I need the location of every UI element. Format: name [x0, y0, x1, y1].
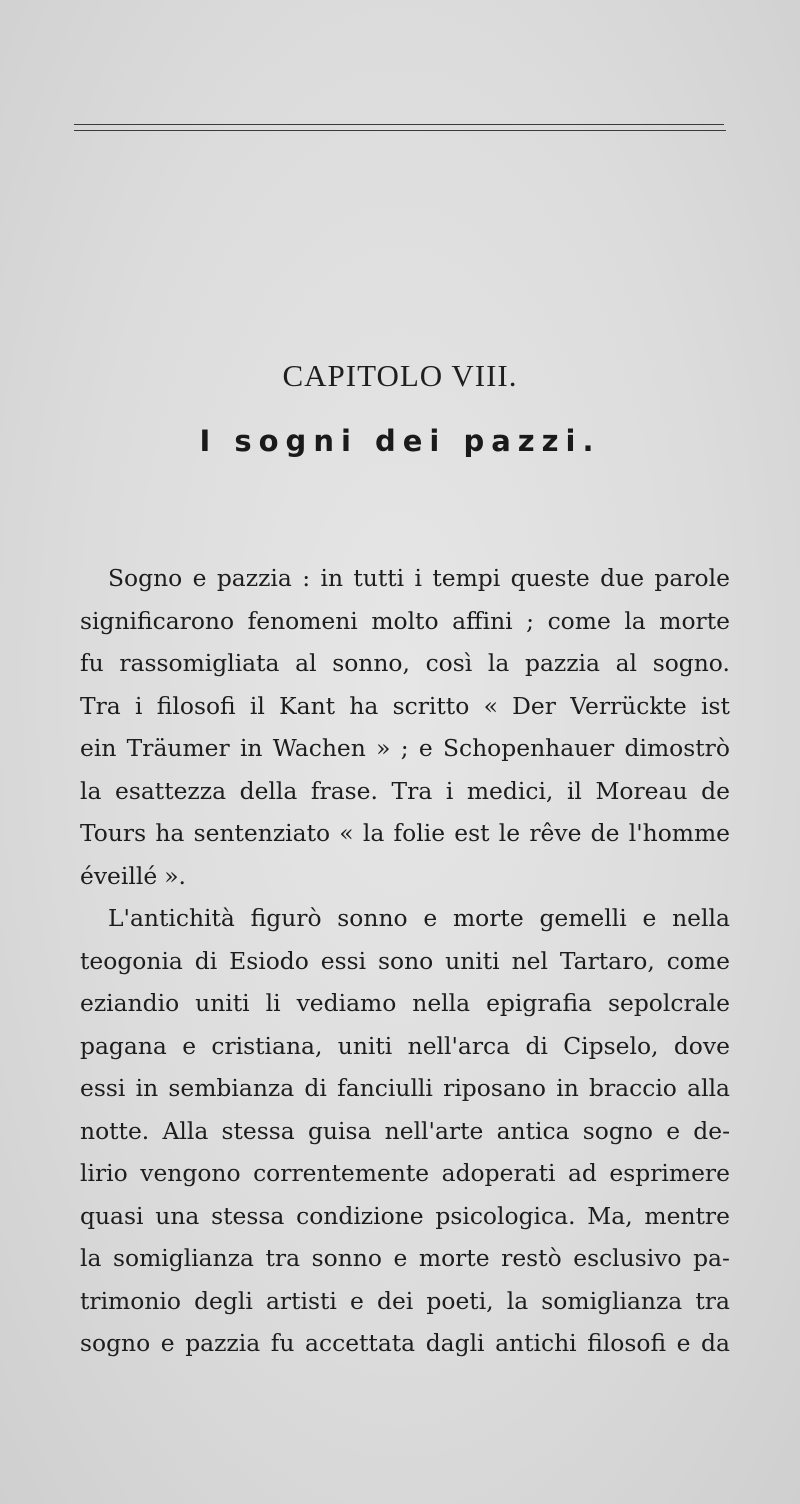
- text-line: pagana e cristiana, uniti nell'arca di Cipselo, dove: [80, 1031, 730, 1060]
- text-line: essi in sembianza di fanciulli riposano in braccio alla: [80, 1074, 730, 1102]
- text-line: Tours ha sentenziato « la folie est le rêve de l'homme: [80, 819, 730, 847]
- text-line: éveillé ».: [80, 861, 186, 890]
- chapter-heading: CAPITOLO VIII.: [282, 358, 518, 393]
- text-line: la esattezza della frase. Tra i medici, il Moreau de: [80, 776, 730, 805]
- text-line: eziandio uniti li vediamo nella epigrafia sepolcrale: [80, 989, 730, 1017]
- text-line: significarono fenomeni molto affini ; come la morte: [80, 606, 730, 635]
- chapter-title: I sogni dei pazzi.: [199, 424, 601, 458]
- text-line: lirio vengono correntemente adoperati ad esprimere: [80, 1159, 730, 1187]
- text-line: Tra i filosofi il Kant ha scritto « Der Verrückte ist: [80, 691, 730, 720]
- body-text: [80, 557, 730, 1365]
- header-rule-bottom: [74, 130, 726, 131]
- header-rule-top: [74, 124, 724, 125]
- text-line: fu rassomigliata al sonno, così la pazzia al sogno.: [80, 649, 730, 677]
- text-line: quasi una stessa condizione psicologica. Ma, mentre: [80, 1201, 730, 1230]
- text-line: ein Träumer in Wachen » ; e Schopenhauer dimostrò: [80, 734, 730, 762]
- text-line: notte. Alla stessa guisa nell'arte antica sogno e de-: [80, 1116, 730, 1145]
- text-line: la somiglianza tra sonno e morte restò esclusivo pa-: [80, 1244, 730, 1272]
- text-line: sogno e pazzia fu accettata dagli antichi filosofi e da: [80, 1329, 730, 1357]
- text-line: trimonio degli artisti e dei poeti, la somiglianza tra: [80, 1286, 730, 1315]
- text-line: teogonia di Esiodo essi sono uniti nel Tartaro, come: [80, 946, 730, 975]
- text-line: L'antichità figurò sonno e morte gemelli e nella: [108, 904, 730, 932]
- text-line: Sogno e pazzia : in tutti i tempi queste due parole: [108, 564, 730, 592]
